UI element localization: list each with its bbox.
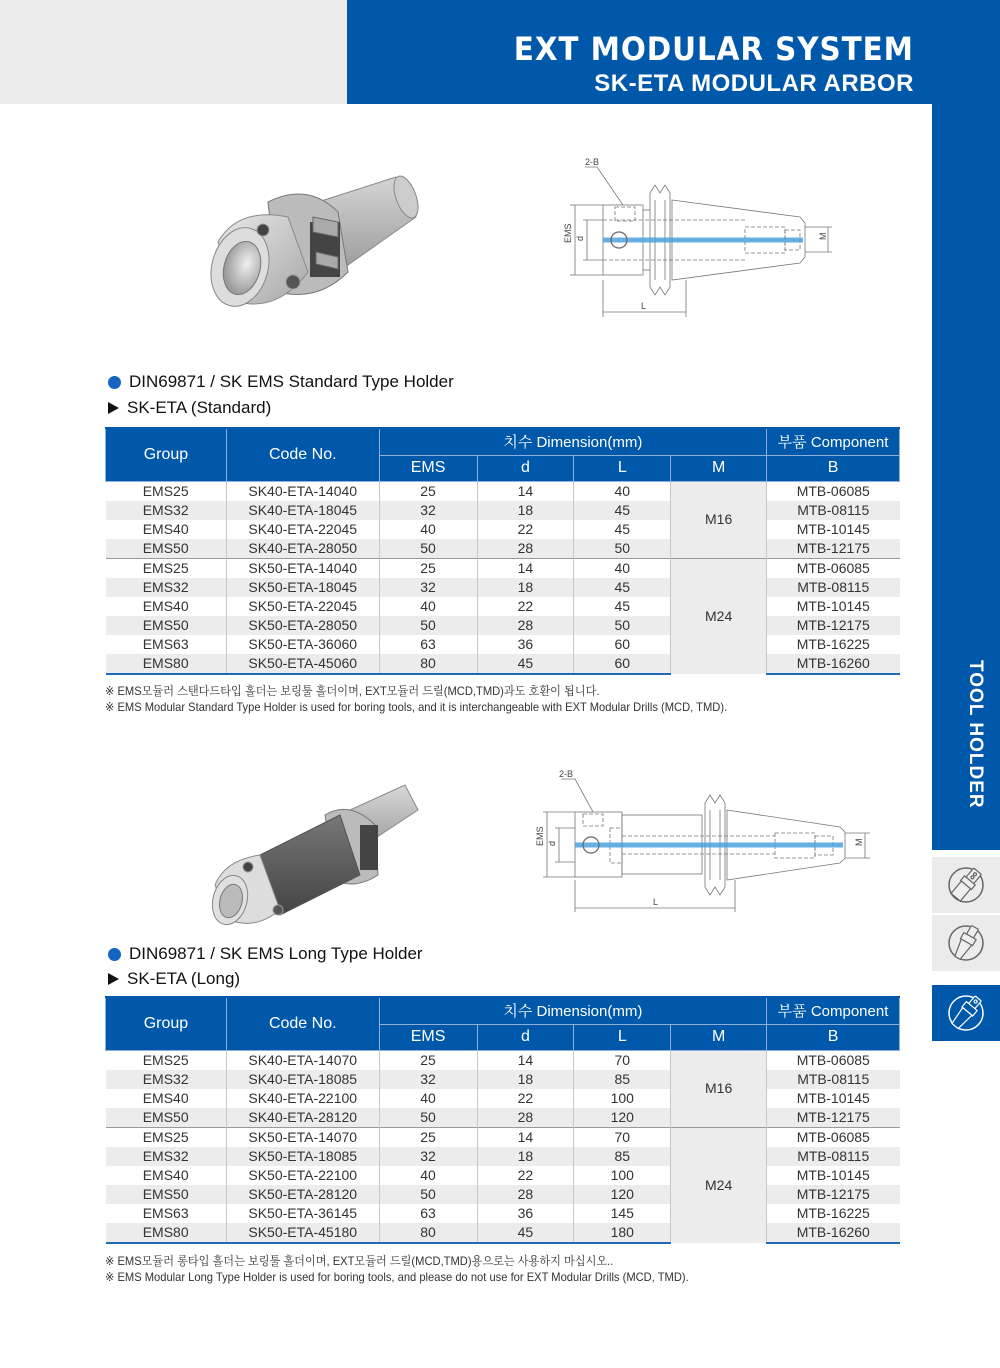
cell-b: MTB-08115 xyxy=(767,578,900,597)
cell-code: SK40-ETA-14070 xyxy=(226,1050,379,1070)
cell-ems: 40 xyxy=(379,597,477,616)
cell-l: 145 xyxy=(574,1204,671,1223)
section-title-long xyxy=(108,944,423,964)
sidebar-tab-2[interactable] xyxy=(932,915,1000,971)
sidebar-tab-1[interactable] xyxy=(932,857,1000,913)
cell-l: 40 xyxy=(574,558,671,578)
cell-b: MTB-08115 xyxy=(767,1147,900,1166)
note-korean-standard: ※ EMS모듈러 스탠다드타입 홀더는 보링툴 홀더이며, EXT모듈러 드릴(MCD,TMD)과도 호환이 됩니다. xyxy=(105,684,600,698)
cell-group: EMS80 xyxy=(106,1223,227,1243)
cell-ems: 25 xyxy=(379,481,477,501)
cell-d: 18 xyxy=(477,501,574,520)
cell-code: SK40-ETA-28120 xyxy=(226,1108,379,1128)
cell-m: M16 xyxy=(671,481,767,558)
cell-group: EMS25 xyxy=(106,481,227,501)
label-2b-long: 2-B xyxy=(559,770,574,779)
cell-group: EMS63 xyxy=(106,1204,227,1223)
label-ems-long: EMS xyxy=(535,826,545,846)
cell-m: M24 xyxy=(671,1127,767,1243)
cell-code: SK40-ETA-18045 xyxy=(226,501,379,520)
cell-group: EMS25 xyxy=(106,558,227,578)
table-row xyxy=(106,558,900,578)
cell-b: MTB-08115 xyxy=(767,1070,900,1089)
cell-d: 22 xyxy=(477,520,574,539)
cell-l: 45 xyxy=(574,501,671,520)
long-holder-drawing xyxy=(525,770,870,915)
cell-d: 18 xyxy=(477,1070,574,1089)
cell-ems: 50 xyxy=(379,539,477,559)
holder-type-1-icon xyxy=(944,863,988,907)
label-d: d xyxy=(575,235,585,241)
subsection-title-long xyxy=(108,969,240,989)
cell-d: 28 xyxy=(477,1108,574,1128)
header-d: d xyxy=(477,455,574,481)
header-b: B xyxy=(767,1024,900,1050)
cell-group: EMS63 xyxy=(106,635,227,654)
cell-d: 22 xyxy=(477,597,574,616)
table-row xyxy=(106,1223,900,1243)
note-korean-long: ※ EMS모듈러 롱타입 홀더는 보링툴 홀더이며, EXT모듈러 드릴(MCD,TMD)용으로는 사용하지 마십시오.. xyxy=(105,1254,614,1268)
cell-b: MTB-16225 xyxy=(767,1204,900,1223)
cell-code: SK50-ETA-14070 xyxy=(226,1127,379,1147)
bullet-dot-icon xyxy=(108,376,121,389)
note-english-standard: ※ EMS Modular Standard Type Holder is used for boring tools, and it is interchangeable with EXT Modular Drills (MCD, TMD). xyxy=(105,700,728,714)
header-component: 부품 Component xyxy=(767,428,900,455)
section-title-text: DIN69871 / SK EMS Standard Type Holder xyxy=(129,372,454,391)
label-d-long: d xyxy=(547,840,557,846)
table-row xyxy=(106,520,900,539)
cell-ems: 50 xyxy=(379,616,477,635)
header-dimension: 치수 Dimension(mm) xyxy=(379,428,766,455)
cell-code: SK50-ETA-22045 xyxy=(226,597,379,616)
cell-group: EMS25 xyxy=(106,1127,227,1147)
cell-group: EMS32 xyxy=(106,1147,227,1166)
table-row xyxy=(106,578,900,597)
triangle-bullet-icon xyxy=(108,402,119,414)
cell-ems: 40 xyxy=(379,1166,477,1185)
cell-l: 120 xyxy=(574,1185,671,1204)
cell-ems: 32 xyxy=(379,501,477,520)
cell-l: 100 xyxy=(574,1166,671,1185)
table-row xyxy=(106,1147,900,1166)
cell-d: 36 xyxy=(477,1204,574,1223)
cell-group: EMS32 xyxy=(106,1070,227,1089)
cell-group: EMS40 xyxy=(106,520,227,539)
cell-d: 18 xyxy=(477,578,574,597)
header-b: B xyxy=(767,455,900,481)
cell-group: EMS50 xyxy=(106,616,227,635)
table-row xyxy=(106,501,900,520)
table-row xyxy=(106,1185,900,1204)
cell-b: MTB-12175 xyxy=(767,539,900,559)
cell-code: SK50-ETA-14040 xyxy=(226,558,379,578)
cell-d: 22 xyxy=(477,1089,574,1108)
header-group: Group xyxy=(106,997,227,1050)
subsection-title-standard xyxy=(108,398,271,418)
cell-code: SK40-ETA-14040 xyxy=(226,481,379,501)
cell-code: SK40-ETA-22045 xyxy=(226,520,379,539)
cell-group: EMS40 xyxy=(106,597,227,616)
sidebar-label: TOOL HOLDER xyxy=(965,660,986,809)
cell-code: SK40-ETA-22100 xyxy=(226,1089,379,1108)
cell-l: 180 xyxy=(574,1223,671,1243)
cell-group: EMS40 xyxy=(106,1089,227,1108)
header-m: M xyxy=(671,1024,767,1050)
cell-b: MTB-12175 xyxy=(767,616,900,635)
cell-l: 45 xyxy=(574,520,671,539)
header-dimension: 치수 Dimension(mm) xyxy=(379,997,766,1024)
cell-d: 14 xyxy=(477,481,574,501)
cell-group: EMS32 xyxy=(106,501,227,520)
cell-ems: 25 xyxy=(379,1127,477,1147)
cell-m: M24 xyxy=(671,558,767,674)
label-2b: 2-B xyxy=(585,157,600,167)
cell-code: SK50-ETA-28050 xyxy=(226,616,379,635)
cell-d: 28 xyxy=(477,539,574,559)
cell-d: 36 xyxy=(477,635,574,654)
cell-group: EMS32 xyxy=(106,578,227,597)
subsection-title-text: SK-ETA (Long) xyxy=(127,969,241,988)
cell-ems: 63 xyxy=(379,1204,477,1223)
cell-group: EMS25 xyxy=(106,1050,227,1070)
holder-type-2-icon xyxy=(944,921,988,965)
cell-d: 28 xyxy=(477,616,574,635)
cell-l: 85 xyxy=(574,1070,671,1089)
table-row xyxy=(106,1166,900,1185)
cell-d: 45 xyxy=(477,1223,574,1243)
page-title: EXT MODULAR SYSTEM xyxy=(513,30,914,68)
sidebar-tab-3-active[interactable] xyxy=(932,985,1000,1041)
header-l: L xyxy=(574,1024,671,1050)
cell-d: 18 xyxy=(477,1147,574,1166)
long-spec-table xyxy=(105,996,900,1244)
header-gray-block xyxy=(0,0,347,104)
standard-holder-drawing xyxy=(545,155,835,320)
cell-code: SK50-ETA-45060 xyxy=(226,654,379,674)
cell-l: 45 xyxy=(574,578,671,597)
label-l: L xyxy=(641,301,647,311)
cell-d: 22 xyxy=(477,1166,574,1185)
header-code: Code No. xyxy=(226,997,379,1050)
cell-l: 50 xyxy=(574,539,671,559)
cell-d: 45 xyxy=(477,654,574,674)
table-row xyxy=(106,1089,900,1108)
cell-l: 45 xyxy=(574,597,671,616)
cell-ems: 63 xyxy=(379,635,477,654)
cell-ems: 80 xyxy=(379,654,477,674)
cell-b: MTB-10145 xyxy=(767,520,900,539)
cell-l: 70 xyxy=(574,1127,671,1147)
header-code: Code No. xyxy=(226,428,379,481)
cell-code: SK50-ETA-45180 xyxy=(226,1223,379,1243)
cell-ems: 25 xyxy=(379,558,477,578)
standard-spec-table xyxy=(105,427,900,675)
bullet-dot-icon xyxy=(108,948,121,961)
table-row xyxy=(106,597,900,616)
cell-l: 120 xyxy=(574,1108,671,1128)
cell-ems: 50 xyxy=(379,1185,477,1204)
cell-l: 60 xyxy=(574,635,671,654)
cell-d: 28 xyxy=(477,1185,574,1204)
cell-b: MTB-06085 xyxy=(767,558,900,578)
label-l-long: L xyxy=(653,897,659,907)
table-row xyxy=(106,654,900,674)
cell-l: 70 xyxy=(574,1050,671,1070)
cell-code: SK50-ETA-36060 xyxy=(226,635,379,654)
cell-ems: 32 xyxy=(379,578,477,597)
page-subtitle: SK-ETA MODULAR ARBOR xyxy=(594,70,914,97)
cell-b: MTB-06085 xyxy=(767,1050,900,1070)
cell-ems: 40 xyxy=(379,520,477,539)
cell-code: SK50-ETA-18045 xyxy=(226,578,379,597)
subsection-title-text: SK-ETA (Standard) xyxy=(127,398,272,417)
cell-b: MTB-16260 xyxy=(767,1223,900,1243)
table-row xyxy=(106,481,900,501)
table-row xyxy=(106,1127,900,1147)
table-row xyxy=(106,1070,900,1089)
cell-ems: 25 xyxy=(379,1050,477,1070)
cell-group: EMS50 xyxy=(106,1185,227,1204)
cell-m: M16 xyxy=(671,1050,767,1127)
cell-code: SK50-ETA-36145 xyxy=(226,1204,379,1223)
holder-type-3-icon xyxy=(944,991,988,1035)
cell-d: 14 xyxy=(477,1127,574,1147)
cell-b: MTB-08115 xyxy=(767,501,900,520)
header-l: L xyxy=(574,455,671,481)
standard-holder-render xyxy=(198,162,428,322)
cell-ems: 40 xyxy=(379,1089,477,1108)
cell-code: SK50-ETA-18085 xyxy=(226,1147,379,1166)
cell-b: MTB-16225 xyxy=(767,635,900,654)
section-title-text: DIN69871 / SK EMS Long Type Holder xyxy=(129,944,423,963)
table-row xyxy=(106,616,900,635)
cell-code: SK40-ETA-28050 xyxy=(226,539,379,559)
table-row xyxy=(106,539,900,559)
cell-ems: 50 xyxy=(379,1108,477,1128)
cell-d: 14 xyxy=(477,1050,574,1070)
cell-b: MTB-10145 xyxy=(767,597,900,616)
cell-group: EMS50 xyxy=(106,1108,227,1128)
cell-b: MTB-06085 xyxy=(767,1127,900,1147)
table-row xyxy=(106,635,900,654)
cell-code: SK40-ETA-18085 xyxy=(226,1070,379,1089)
cell-b: MTB-10145 xyxy=(767,1166,900,1185)
header-ems: EMS xyxy=(379,455,477,481)
header-group: Group xyxy=(106,428,227,481)
cell-ems: 32 xyxy=(379,1147,477,1166)
cell-b: MTB-12175 xyxy=(767,1108,900,1128)
cell-l: 50 xyxy=(574,616,671,635)
header-m: M xyxy=(671,455,767,481)
header-ems: EMS xyxy=(379,1024,477,1050)
table-row xyxy=(106,1050,900,1070)
cell-group: EMS40 xyxy=(106,1166,227,1185)
table-row xyxy=(106,1108,900,1128)
cell-code: SK50-ETA-28120 xyxy=(226,1185,379,1204)
cell-ems: 80 xyxy=(379,1223,477,1243)
triangle-bullet-icon xyxy=(108,973,119,985)
header-component: 부품 Component xyxy=(767,997,900,1024)
header-d: d xyxy=(477,1024,574,1050)
cell-group: EMS50 xyxy=(106,539,227,559)
table-row xyxy=(106,1204,900,1223)
cell-l: 85 xyxy=(574,1147,671,1166)
cell-l: 60 xyxy=(574,654,671,674)
section-title-standard xyxy=(108,372,454,392)
label-ems: EMS xyxy=(563,223,573,243)
cell-d: 14 xyxy=(477,558,574,578)
cell-group: EMS80 xyxy=(106,654,227,674)
cell-b: MTB-12175 xyxy=(767,1185,900,1204)
cell-b: MTB-10145 xyxy=(767,1089,900,1108)
cell-ems: 32 xyxy=(379,1070,477,1089)
cell-b: MTB-06085 xyxy=(767,481,900,501)
label-m-long: M xyxy=(854,838,864,846)
cell-l: 40 xyxy=(574,481,671,501)
cell-l: 100 xyxy=(574,1089,671,1108)
note-english-long: ※ EMS Modular Long Type Holder is used for boring tools, and please do not use for EXT Modular Drills (MCD, TMD). xyxy=(105,1270,689,1284)
label-m: M xyxy=(818,232,828,240)
long-holder-render xyxy=(200,770,420,930)
cell-code: SK50-ETA-22100 xyxy=(226,1166,379,1185)
cell-b: MTB-16260 xyxy=(767,654,900,674)
